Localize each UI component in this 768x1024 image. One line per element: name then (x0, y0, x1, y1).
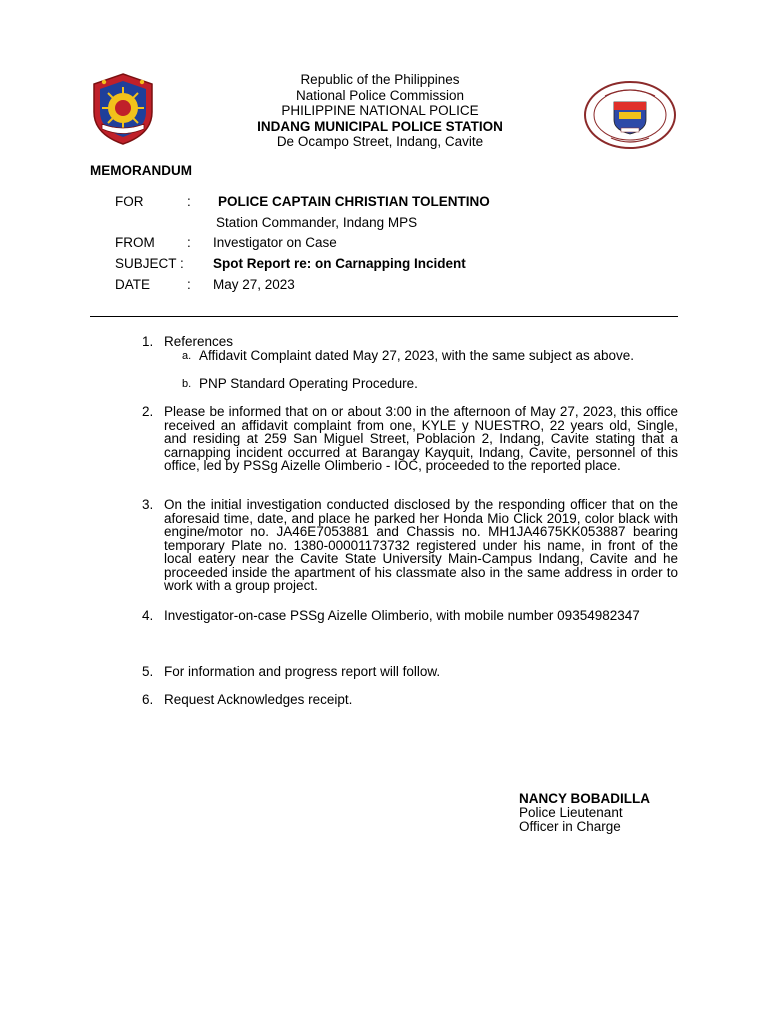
date-label: DATE (115, 277, 151, 292)
item-number: 2. (142, 404, 154, 419)
item-text: Please be informed that on or about 3:00 in the afternoon of May 27, 2023, this office received an affidavit complaint from one, KYLE y NUESTRO, 22 years old, Single, and residing at 259 San Miguel Street, Poblacion 2, Indang, Cavite stating that a carnapping incident occurred at Barangay Kayquit, Indang, Cavite, personnel of this office, led by PSSg Aizelle Olimberio - IOC, proceeded to the reported place. (164, 404, 678, 473)
item-text: Request Acknowledges receipt. (164, 692, 353, 707)
for-value-2: Station Commander, Indang MPS (216, 215, 418, 230)
sub-item-letter: a. (182, 350, 192, 362)
pnp-seal-icon (90, 72, 156, 146)
header-line-republic: Republic of the Philippines (300, 72, 460, 87)
for-label: FOR (115, 194, 144, 209)
item-text: Investigator-on-case PSSg Aizelle Olimberio, with mobile number 09354982347 (164, 608, 640, 623)
sub-item-text: Affidavit Complaint dated May 27, 2023, with the same subject as above. (199, 348, 634, 363)
date-value: May 27, 2023 (213, 277, 295, 292)
signatory-rank: Police Lieutenant (519, 805, 623, 820)
item-text: On the initial investigation conducted disclosed by the responding officer that on the aforesaid time, date, and place he parked her Honda Mio Click 2019, color black with engine/motor no. JA46E7053881 and Chassis no. MH1JA4675KK053887 bearing temporary Plate no. 1380-00001173732 registered under his name, in front of the local eatery near the Cavite State University Main-Campus Indang, Cavite and he proceeded inside the apartment of his classmate also in the same address in order to work with a group project. (164, 497, 678, 593)
sub-item-letter: b. (182, 378, 192, 390)
from-label: FROM (115, 235, 155, 250)
signatory-position: Officer in Charge (519, 819, 621, 834)
divider-line (90, 316, 678, 317)
header-line-pnp: PHILIPPINE NATIONAL POLICE (281, 103, 479, 118)
indang-cavite-seal-icon (583, 80, 677, 150)
sub-item-text: PNP Standard Operating Procedure. (199, 376, 418, 391)
item-number: 4. (142, 608, 154, 623)
item-number: 5. (142, 664, 154, 679)
for-colon: : (187, 194, 191, 209)
item-text: References (164, 334, 234, 349)
subject-value: Spot Report re: on Carnapping Incident (213, 256, 466, 271)
from-value: Investigator on Case (213, 235, 337, 250)
header-line-address: De Ocampo Street, Indang, Cavite (276, 134, 484, 149)
header-line-napolcom: National Police Commission (295, 87, 465, 103)
memo-title: MEMORANDUM (90, 163, 192, 178)
item-text: For information and progress report will follow. (164, 664, 441, 679)
signatory-name: NANCY BOBADILLA (519, 791, 650, 806)
letterhead (180, 72, 580, 150)
item-number: 3. (142, 497, 154, 512)
from-colon: : (187, 235, 191, 250)
item-number: 1. (142, 334, 154, 349)
item-number: 6. (142, 692, 154, 707)
signature-block (519, 792, 650, 834)
date-colon: : (187, 277, 191, 292)
header-line-station: INDANG MUNICIPAL POLICE STATION (257, 118, 503, 134)
for-value: POLICE CAPTAIN CHRISTIAN TOLENTINO (218, 194, 490, 209)
subject-label: SUBJECT : (115, 256, 184, 271)
